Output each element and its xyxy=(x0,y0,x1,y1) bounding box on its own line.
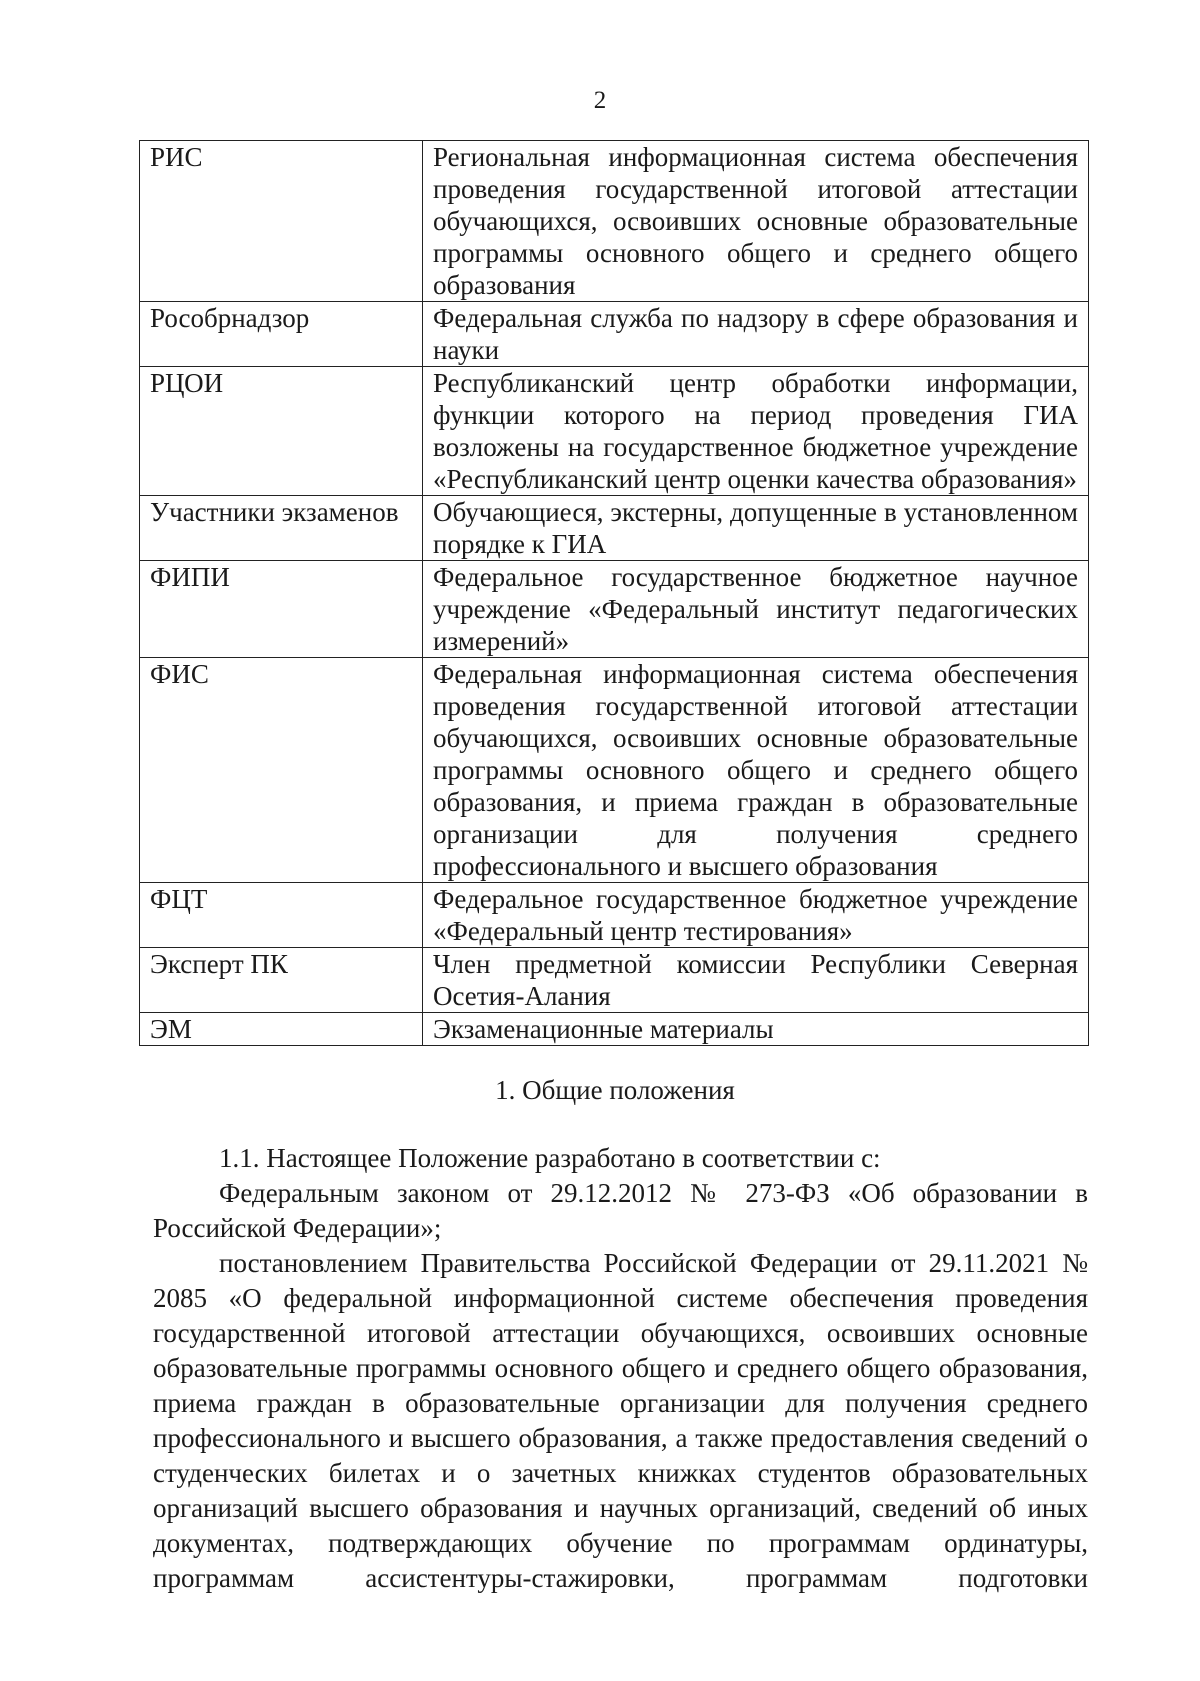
abbreviation-term: Рособрнадзор xyxy=(140,302,423,367)
table-row xyxy=(140,367,1089,496)
abbreviation-term: ФЦТ xyxy=(140,883,423,948)
table-row xyxy=(140,1013,1089,1046)
paragraph: 1.1. Настоящее Положение разработано в соответствии с: xyxy=(219,1143,881,1173)
abbreviation-definition: Федеральная информационная система обеспечения проведения государственной итоговой аттестации обучающихся, освоивших основные образовательные программы основного общего и среднего общего образования, и приема граждан в образовательные организации для получения среднего профессионального и высшего образования xyxy=(423,658,1089,883)
abbreviation-definition: Федеральное государственное бюджетное учреждение «Федеральный центр тестирования» xyxy=(423,883,1089,948)
abbreviation-term: ЭМ xyxy=(140,1013,423,1046)
abbreviation-term: Участники экзаменов xyxy=(140,496,423,561)
abbreviation-term: ФИС xyxy=(140,658,423,883)
table-row xyxy=(140,141,1089,302)
abbreviation-term: ФИПИ xyxy=(140,561,423,658)
table-row xyxy=(140,561,1089,658)
abbreviation-definition: Экзаменационные материалы xyxy=(423,1013,1089,1046)
section-heading: 1. Общие положения xyxy=(495,1075,735,1105)
abbreviation-term: Эксперт ПК xyxy=(140,948,423,1013)
table-row xyxy=(140,948,1089,1013)
table-row xyxy=(140,883,1089,948)
paragraph: Федеральным законом от 29.12.2012 № 273-ФЗ «Об образовании в Российской Федерации»; xyxy=(153,1178,1088,1243)
abbreviation-definition: Региональная информационная система обеспечения проведения государственной итоговой аттестации обучающихся, освоивших основные образовательные программы основного общего и среднего общего образования xyxy=(423,141,1089,302)
abbreviation-definition: Республиканский центр обработки информации, функции которого на период проведения ГИА возложены на государственное бюджетное учреждение «Республиканский центр оценки качества образования» xyxy=(423,367,1089,496)
table-row xyxy=(140,302,1089,367)
abbreviations-table xyxy=(139,140,1089,1046)
paragraph: постановлением Правительства Российской Федерации от 29.11.2021 № 2085 «О федеральной информационной системе обеспечения проведения государственной итоговой аттестации обучающихся, освоивших основные образовательные программы основного общего и среднего общего образования, приема граждан в образовательные организации для получения среднего профессионального и высшего образования, а также предоставления сведений о студенческих билетах и о зачетных книжках студентов образовательных организаций высшего образования и научных организаций, сведений об иных документах, подтверждающих обучение по программам ординатуры, программам ассистентуры-стажировки, программам подготовки xyxy=(153,1248,1088,1593)
abbreviation-term: РИС xyxy=(140,141,423,302)
table-row xyxy=(140,496,1089,561)
abbreviation-definition: Федеральное государственное бюджетное научное учреждение «Федеральный институт педагогических измерений» xyxy=(423,561,1089,658)
abbreviation-definition: Федеральная служба по надзору в сфере образования и науки xyxy=(423,302,1089,367)
page-number: 2 xyxy=(593,87,607,114)
table-row xyxy=(140,658,1089,883)
section-body xyxy=(153,1141,1088,1596)
abbreviation-term: РЦОИ xyxy=(140,367,423,496)
abbreviation-definition: Член предметной комиссии Республики Северная Осетия-Алания xyxy=(423,948,1089,1013)
abbreviation-definition: Обучающиеся, экстерны, допущенные в установленном порядке к ГИА xyxy=(423,496,1089,561)
